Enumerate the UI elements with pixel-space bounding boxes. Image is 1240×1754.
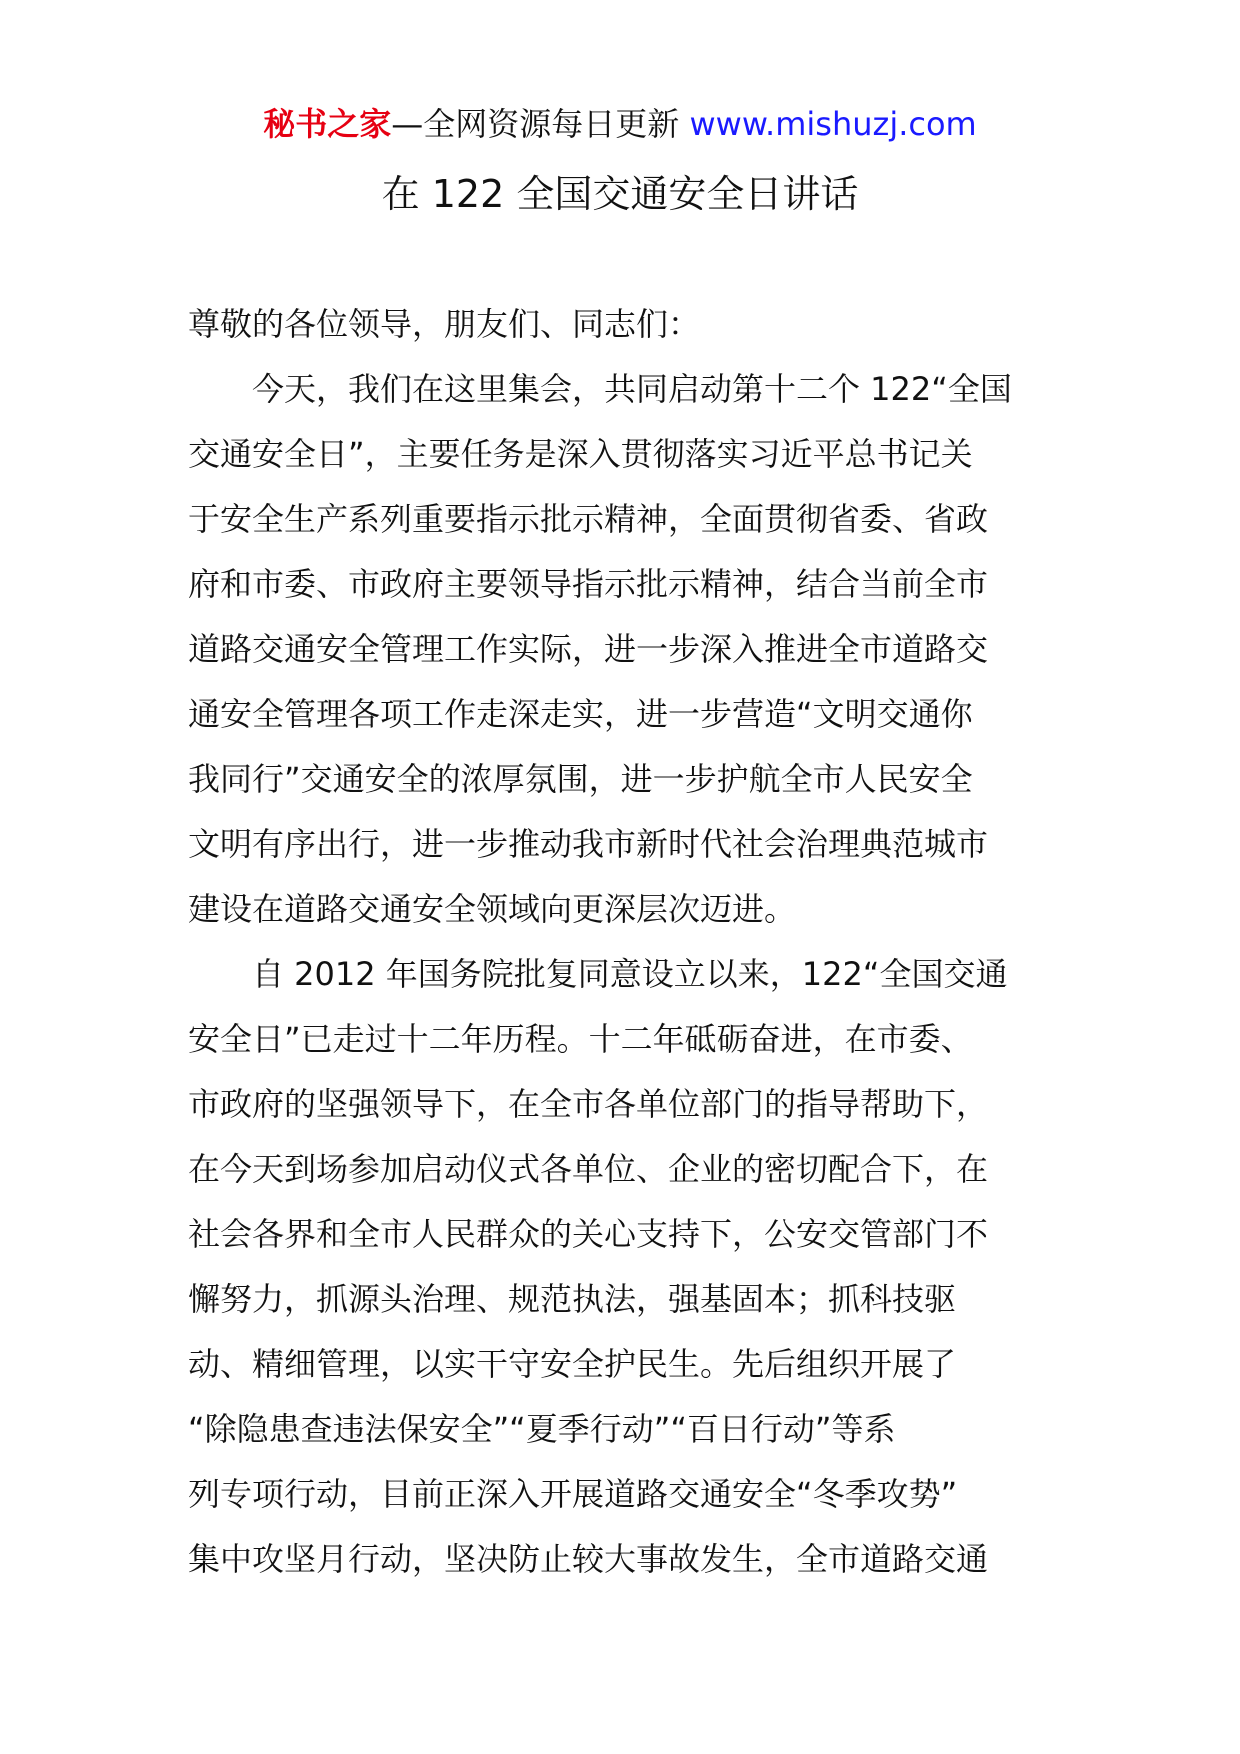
paragraph-1-line: 我同行”交通安全的浓厚氛围，进一步护航全市人民安全 [188, 760, 973, 798]
paragraph-1-line: 通安全管理各项工作走深走实，进一步营造“文明交通你 [188, 695, 973, 733]
paragraph-1-line: 建设在道路交通安全领域向更深层次迈进。 [188, 890, 797, 928]
paragraph-2-line: 市政府的坚强领导下，在全市各单位部门的指导帮助下， [188, 1085, 989, 1123]
paragraph-1-line: 府和市委、市政府主要领导指示批示精神，结合当前全市 [188, 565, 989, 603]
paragraph-2-line: 集中攻坚月行动，坚决防止较大事故发生，全市道路交通 [188, 1540, 989, 1578]
document-body [188, 292, 1066, 1592]
paragraph-2-line: 动、精细管理，以实干守安全护民生。先后组织开展了 [188, 1345, 957, 1383]
paragraph-2-line: 列专项行动，目前正深入开展道路交通安全“冬季攻势” [188, 1475, 958, 1513]
document-title: 在 122 全国交通安全日讲话 [381, 172, 859, 216]
site-header [0, 102, 1240, 146]
header-tagline: —全网资源每日更新 [391, 105, 690, 143]
paragraph-1-line: 于安全生产系列重要指示批示精神，全面贯彻省委、省政 [188, 500, 989, 538]
paragraph-2-line: “除隐患查违法保安全”“夏季行动”“百日行动”等系 [188, 1410, 896, 1448]
paragraph-2-line: 安全日”已走过十二年历程。十二年砥砺奋进，在市委、 [188, 1020, 973, 1058]
paragraph-1-line: 交通安全日”，主要任务是深入贯彻落实习近平总书记关 [188, 435, 973, 473]
paragraph-2-line: 自 2012 年国务院批复同意设立以来，122“全国交通 [252, 955, 1008, 993]
paragraph-1-line: 文明有序出行，进一步推动我市新时代社会治理典范城市 [188, 825, 989, 863]
site-url-link[interactable]: www.mishuzj.com [689, 105, 977, 143]
brand-name: 秘书之家 [263, 105, 392, 143]
salutation: 尊敬的各位领导，朋友们、同志们： [188, 305, 701, 343]
paragraph-1-line: 今天，我们在这里集会，共同启动第十二个 122“全国 [252, 370, 1012, 408]
paragraph-2-line: 在今天到场参加启动仪式各单位、企业的密切配合下，在 [188, 1150, 989, 1188]
paragraph-2-line: 社会各界和全市人民群众的关心支持下，公安交管部门不 [188, 1215, 989, 1253]
paragraph-1-line: 道路交通安全管理工作实际，进一步深入推进全市道路交 [188, 630, 989, 668]
paragraph-2-line: 懈努力，抓源头治理、规范执法，强基固本；抓科技驱 [188, 1280, 957, 1318]
